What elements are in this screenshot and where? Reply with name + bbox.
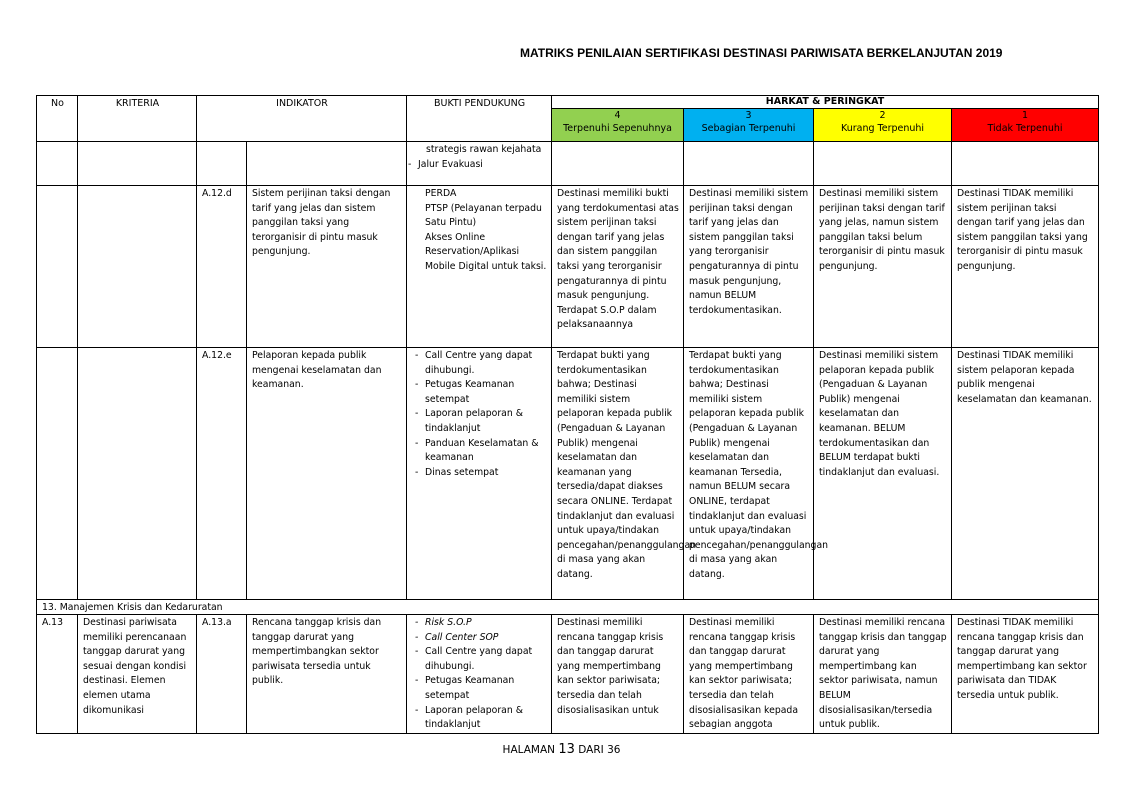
table-row-continuation <box>37 142 1099 186</box>
indicator-text: Rencana tanggap krisis dan tanggap darurat yang mempertimbangkan sektor pariwisata tersedia untuk publik. <box>247 615 407 734</box>
header-harkat-peringkat: HARKAT & PERINGKAT <box>552 96 1099 109</box>
bukti-cell <box>407 615 552 734</box>
document-title: MATRIKS PENILAIAN SERTIFIKASI DESTINASI PARIWISATA BERKELANJUTAN 2019 <box>520 46 1003 60</box>
grade-2-header: 2 Kurang Terpenuhi <box>814 109 952 142</box>
list-item: strategis rawan kejahata <box>426 144 542 155</box>
page-footer <box>0 742 1123 757</box>
grade-1-cell: Destinasi TIDAK memiliki sistem pelaporan kepada publik mengenai keselamatan dan keamanan. <box>952 348 1099 600</box>
footer-total-pages: 36 <box>607 744 621 756</box>
grade-4-cell: Destinasi memiliki bukti yang terdokumentasi atas sistem perijinan taksi dengan tarif yang jelas dan sistem panggilan taksi yang terorganisir pengaturannya di pintu masuk pengunjung. Terdapat S.O.P dalam pelaksanaannya <box>552 186 684 348</box>
list-item: - Call Center SOP <box>412 631 547 646</box>
header-row-top <box>37 96 1099 109</box>
list-item: - Risk S.O.P <box>412 616 547 631</box>
grade-2-cell: Destinasi memiliki rencana tanggap krisis dan tanggap darurat yang mempertimbang kan sektor pariwisata, namun BELUM disosialisasikan/tersedia untuk publik. <box>814 615 952 734</box>
list-item: - Jalur Evakuasi <box>405 158 547 173</box>
indicator-code: A.13.a <box>197 615 247 734</box>
grade-3-header: 3 Sebagian Terpenuhi <box>684 109 814 142</box>
bukti-item: PTSP (Pelayanan terpadu Satu Pintu) <box>425 202 542 229</box>
table-row-a12e <box>37 348 1099 600</box>
header-no: No <box>37 96 78 142</box>
indicator-text: Sistem perijinan taksi dengan tarif yang jelas dan sistem panggilan taksi yang terorganisir di pintu masuk pengunjung. <box>247 186 407 348</box>
bukti-item: PERDA <box>425 188 457 199</box>
list-item: - Laporan pelaporan & tindaklanjut <box>412 407 547 436</box>
list-item: - Dinas setempat <box>412 466 547 481</box>
list-item: - Panduan Keselamatan & keamanan <box>412 437 547 466</box>
indicator-text: Pelaporan kepada publik mengenai keselamatan dan keamanan. <box>247 348 407 600</box>
bukti-cell <box>407 348 552 600</box>
bukti-cell <box>407 142 552 186</box>
grade-3-cell: Destinasi memiliki sistem perijinan taksi dengan tarif yang jelas dan sistem panggilan taksi yang terorganisir pengaturannya di pintu masuk pengunjung, namun BELUM terdokumentasikan. <box>684 186 814 348</box>
grade-2-cell: Destinasi memiliki sistem perijinan taksi dengan tarif yang jelas, namun sistem panggilan taksi belum terorganisir di pintu masuk pengunjung. <box>814 186 952 348</box>
footer-page-number: 13 <box>558 742 575 757</box>
table-row-a13a <box>37 615 1099 734</box>
assessment-matrix-table <box>36 95 1099 734</box>
table-row-a12d <box>37 186 1099 348</box>
grade-3-cell: Terdapat bukti yang terdokumentasikan bahwa; Destinasi memiliki sistem pelaporan kepada publik (Pengaduan & Layanan Publik) mengenai keselamatan dan keamanan Tersedia, namun BELUM secara ONLINE, terdapat tindaklanjut dan evaluasi untuk upaya/tindakan pencegahan/penanggulangan di masa yang akan datang. <box>684 348 814 600</box>
bukti-item: Akses Online Reservation/Aplikasi Mobile Digital untuk taksi. <box>425 231 547 272</box>
grade-4-cell: Terdapat bukti yang terdokumentasikan bahwa; Destinasi memiliki sistem pelaporan kepada publik (Pengaduan & Layanan Publik) mengenai keselamatan dan keamanan yang tersedia/dapat diakses secara ONLINE. Terdapat tindaklanjut dan evaluasi untuk upaya/tindakan pencegahan/penanggulangan di masa yang akan datang. <box>552 348 684 600</box>
section-row <box>37 600 1099 615</box>
header-bukti-pendukung: BUKTI PENDUKUNG <box>407 96 552 142</box>
indicator-code: A.12.e <box>197 348 247 600</box>
list-item: - Petugas Keamanan setempat <box>412 674 547 703</box>
grade-1-cell: Destinasi TIDAK memiliki sistem perijinan taksi dengan tarif yang jelas dan sistem panggilan taksi yang terorganisir di pintu masuk pengunjung. <box>952 186 1099 348</box>
grade-4-cell: Destinasi memiliki rencana tanggap krisis dan tanggap darurat yang mempertimbang kan sektor pariwisata; tersedia dan telah disosialisasikan untuk <box>552 615 684 734</box>
footer-middle: DARI <box>578 744 604 756</box>
grade-1-header: 1 Tidak Terpenuhi <box>952 109 1099 142</box>
grade-4-header: 4 Terpenuhi Sepenuhnya <box>552 109 684 142</box>
bukti-cell <box>407 186 552 348</box>
grade-3-cell: Destinasi memiliki rencana tanggap krisis dan tanggap darurat yang mempertimbang kan sektor pariwisata; tersedia dan telah disosialisasikan kepada sebagian anggota <box>684 615 814 734</box>
criteria-text: Destinasi pariwisata memiliki perencanaan tanggap darurat yang sesuai dengan kondisi destinasi. Elemen elemen utama dikomunikasi <box>78 615 197 734</box>
criteria-number: A.13 <box>37 615 78 734</box>
list-item: - Call Centre yang dapat dihubungi. <box>412 645 547 674</box>
footer-prefix: HALAMAN <box>502 744 555 756</box>
grade-2-cell: Destinasi memiliki sistem pelaporan kepada publik (Pengaduan & Layanan Publik) mengenai keselamatan dan keamanan. BELUM terdokumentasikan dan BELUM terdapat bukti tindaklanjut dan evaluasi. <box>814 348 952 600</box>
list-item: - Call Centre yang dapat dihubungi. <box>412 349 547 378</box>
section-title: 13. Manajemen Krisis dan Kedaruratan <box>37 600 1099 615</box>
indicator-code: A.12.d <box>197 186 247 348</box>
grade-1-cell: Destinasi TIDAK memiliki rencana tanggap krisis dan tanggap darurat yang mempertimbang kan sektor pariwisata dan TIDAK tersedia untuk publik. <box>952 615 1099 734</box>
header-kriteria: KRITERIA <box>78 96 197 142</box>
header-indikator: INDIKATOR <box>197 96 407 142</box>
list-item: - Laporan pelaporan & tindaklanjut <box>412 704 547 733</box>
list-item: - Petugas Keamanan setempat <box>412 378 547 407</box>
